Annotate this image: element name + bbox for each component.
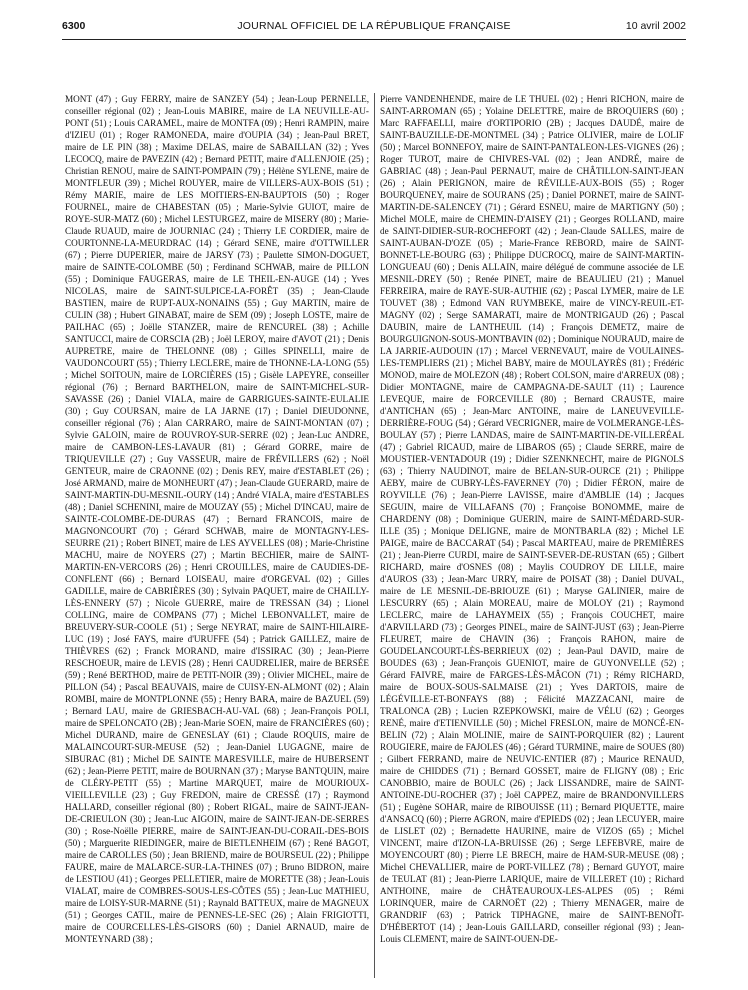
journal-title: JOURNAL OFFICIEL DE LA RÉPUBLIQUE FRANÇAISE <box>237 20 511 32</box>
column-left-text: MONT (47) ; Guy FERRY, maire de SANZEY (54) ; Jean-Loup PERNELLE, conseiller régional (02) ; Jean-Louis MABIRE, maire de LA NEUVILLE-AU-PONT (51) ; Louis CARAMEL, maire de MONTFA (09) ; Henri RAMPIN, maire d'IZIEU (01) ; Roger RAMONEDA, maire d'OUPIA (34) ; Jean-Paul BRET, maire de LE PIN (38) ; Maxime DELAS, maire de SABAILLAN (32) ; Yves LECOCQ, maire de PAVEZIN (42) ; Bernard PETIT, maire d'ALLENJOIE (25) ; Christian RENOU, maire de SAINT-POMPAIN (79) ; Hélène SYLENE, maire de MONTFLEUR (39) ; Michel ROUYER, maire de VILLERS-AUX-BOIS (51) ; Rémy MARIE, maire de LES MOITIERS-EN-BAUPTOIS (50) ; Roger FOURNEL, maire de CHABESTAN (05) ; Marie-Sylvie GUIOT, maire de ROYE-SUR-MATZ (60) ; Michel LESTURGEZ, maire de MISERY (80) ; Marie-Claude RUAUD, maire de JOURNIAC (24) ; Thierry LE CORDIER, maire de COURTONNE-LA-MEURDRAC (14) ; Gérard SENE, maire d'OTTWILLER (67) ; Pierre DUPERIER, maire de JARSY (73) ; Paulette SIMON-DOGUET, maire de SAINTE-COLOMBE (50) ; Ferdinand SCHWAB, maire de PILLON (55) ; Dominique FAUGERAS, maire de LE THEIL-EN-AUGE (14) ; Yves NICOLAS, maire de SAINT-SULPICE-LA-FORÊT (35) ; Jean-Claude BASTIEN, maire de RUPT-AUX-NONAINS (55) ; Guy MARTIN, maire de CULIN (38) ; Hubert GINABAT, maire de SEM (09) ; Joseph LOSTE, maire de PAILHAC (65) ; Joëlle STANZER, maire de RENCUREL (38) ; Achille SANTUCCI, maire de CORSCIA (2B) ; Joël LEROY, maire d'AVOT (21) ; Denis AUPRETRE, maire de THELONNE (08) ; Gilles SPINELLI, maire de VAUDONCOURT (55) ; Thierry LECLERE, maire de THONNE-LA-LONG (55) ; Michel SOITOUN, maire de LORCIÈRES (15) ; Gisèle LAPEYRE, conseiller régional (76) ; Bernard BARTHELON, maire de SAINT-MICHEL-SUR-SAVASSE (26) ; Daniel VIALA, maire de GARRIGUES-SAINTE-EULALIE (30) ; Guy COURSAN, maire de LA JARNE (17) ; Daniel DIEUDONNE, conseiller régional (76) ; Alan CARRARO, maire de SAINT-MONTAN (07) ; Sylvie GALOIN, maire de ROUVROY-SUR-SERRE (02) ; Jean-Luc ANDRE, maire de CAMBON-LES-LAVAUR (81) ; Gérard GORRE, maire de TRIQUEVILLE (27) ; Guy VASSEUR, maire de FRÉVILLERS (62) ; Noël GENTEUR, maire de CRAONNE (02) ; Denis REY, maire d'ESTABLET (26) ; José ARMAND, maire de MONHEURT (47) ; Jean-Claude GUERARD, maire de SAINT-MARTIN-DU-MESNIL-OURY (14) ; André VIALA, maire d'ESTABLES (48) ; Daniel SCHENINI, maire de MOUZAY (55) ; Michel D'INCAU, maire de SAINTE-COLOMBE-DE-DURAS (47) ; Bernard FRANCOIS, maire de MAGNONCOURT (70) ; Gérard SCHWAB, maire de MONTAGNY-LES-SEURRE (21) ; Robert BINET, maire de LES AYVELLES (08) ; Marie-Christine MACHU, maire de NOYERS (27) ; Martin BECHIER, maire de SAINT-MARTIN-EN-VERCORS (26) ; Henri CROUILLES, maire de CAUDIES-DE-CONFLENT (66) ; Bernard LOISEAU, maire d'ORGEVAL (02) ; Gilles GADILLE, maire de CABRIÈRES (30) ; Sylvain PAQUET, maire de CHAILLY-LÈS-ENNERY (57) ; Nicole GUERRE, maire de TRESSAN (34) ; Lionel COLLING, maire de COMPANS (77) ; Michel LEBONVALLET, maire de BREUVERY-SUR-COOLE (51) ; Serge NEYRAT, maire de SAINT-HILAIRE-LUC (19) ; José FAYS, maire d'URUFFE (54) ; Patrick GAILLEZ, maire de THIÈVRES (62) ; Franck MORAND, maire d'ISSIRAC (30) ; Jean-Pierre RESCHOEUR, maire de LEVIS (28) ; Henri CAUDRELIER, maire de BERSÉE (59) ; René BERTHOD, maire de PETIT-NOIR (39) ; Olivier MICHEL, maire de PILLON (54) ; Pascal BEAUVAIS, maire de CUISY-EN-ALMONT (02) ; Alain ROMBI, maire de MONTPLONNE (55) ; Henry BARA, maire de BAZUEL (59) ; Bernard LAU, maire de GRIESBACH-AU-VAL (68) ; Jean-François POLI, maire de SPELONCATO (2B) ; Jean-Marie SOEN, maire de FRANCIÈRES (60) ; Michel DURAND, maire de GENESLAY (61) ; Claude ROQUIS, maire de MALAINCOURT-SUR-MEUSE (52) ; Jean-Daniel LUGAGNE, maire de SIBURAC (81) ; Michel DE SAINTE MARESVILLE, maire de HUBERSENT (62) ; Jean-Pierre PETIT, maire de BOURNAN (37) ; Maryse BANTQUIN, maire de CLÉRY-PETIT (55) ; Martine MARQUET, maire de MOURIOUX-VIEILLEVILLE (23) ; Guy FREDON, maire de CRESSÉ (17) ; Raymond HALLARD, conseiller régional (80) ; Robert RIGAL, maire de SAINT-JEAN-DE-CRIEULON (30) ; Jean-Luc AIGOIN, maire de SAINT-JEAN-DE-SERRES (30) ; Rose-Noëlle PIERRE, maire de SAINT-JEAN-DU-CORAIL-DES-BOIS (50) ; Marguerite RIEDINGER, maire de BIETLENHEIM (67) ; René BAGOT, maire de CAROLLES (50) ; Jean BRIEND, maire de BOURSEUL (22) ; Philippe FAURE, maire de MALARCE-SUR-LA-THINES (07) ; Bruno BIDRON, maire de LESTIOU (41) ; Georges PELLETIER, maire de MORETTE (38) ; Jean-Louis VIALAT, maire de COMBRES-SOUS-LES-CÔTES (55) ; Jean-Luc MATHIEU, maire de LOISY-SUR-MARNE (51) ; Raynald BATTEUX, maire de MAGNEUX (51) ; Georges CATIL, maire de PENNES-LE-SEC (26) ; Alain FRIGIOTTI, maire de COURCELLES-LÈS-GISORS (60) ; Daniel ARNAUD, maire de MONTEYNARD (38) ; <box>65 94 369 944</box>
column-divider <box>374 93 375 978</box>
page-number: 6300 <box>62 20 86 32</box>
page-header <box>62 18 686 34</box>
header-rule <box>62 39 686 40</box>
text-column-left <box>65 93 369 981</box>
text-column-right <box>380 93 684 981</box>
publication-date: 10 avril 2002 <box>625 20 686 32</box>
column-right-text: Pierre VANDENHENDE, maire de LE THUEL (02) ; Henri RICHON, maire de SAINT-ARROMAN (65) ; Yolaine DELETTRE, maire de BROQUIERS (60) ; Marc RAFFAELLI, maire d'ORTIPORIO (2B) ; Jacques DAUDÉ, maire de SAINT-BAUZILLE-DE-MONTMEL (34) ; Patrice OLIVIER, maire de LOLIF (50) ; Marcel BONNEFOY, maire de SAINT-PANTALEON-LES-VIGNES (26) ; Roger TUROT, maire de CHIVRES-VAL (02) ; Jean ANDRÉ, maire de GABRIAC (48) ; Jean-Paul PERNAUT, maire de CHÂTILLON-SAINT-JEAN (26) ; Alain PERIGNON, maire de RÉVILLE-AUX-BOIS (55) ; Roger BOURQUENEY, maire de SOURANS (25) ; Daniel PORNET, maire de SAINT-MARTIN-DE-SALENCEY (71) ; Gérard ESNEU, maire de MARTIGNY (50) ; Michel MOLE, maire de CHEMIN-D'AISEY (21) ; Georges ROLLAND, maire de SAINT-DIDIER-SUR-ROCHEFORT (42) ; Jean-Claude SALLES, maire de SAINT-AUBAN-D'OZE (05) ; Marie-France REBORD, maire de SAINT-BONNET-LE-BOURG (63) ; Philippe DUCROCQ, maire de SAINT-MARTIN-LONGUEAU (60) ; Denis ALLAIN, maire délégué de commune associée de LE MESNIL-DREY (50) ; Renée PINET, maire de BEAULIEU (21) ; Manuel FERREIRA, maire de RAYE-SUR-AUTHIE (62) ; Pascal LYMER, maire de LE TOUVET (38) ; Edmond VAN RUYMBEKE, maire de VINCY-REUIL-ET-MAGNY (02) ; Serge SAMARATI, maire de MONTRIGAUD (26) ; Pascal DAUBIN, maire de LANTHEUIL (14) ; François DEMETZ, maire de BOURGUIGNON-SOUS-MONTBAVIN (02) ; Dominique NOURAUD, maire de LA JARRIE-AUDOUIN (17) ; Marcel VERNEVAUT, maire de VOULAINES-LES-TEMPLIERS (21) ; Michel BABY, maire de MOULAYRÈS (81) ; Frédéric MONOD, maire de MOLEZON (48) ; Robert COLSON, maire d'ARREUX (08) ; Didier MONTAGNE, maire de CAMPAGNA-DE-SAULT (11) ; Laurence LEVEQUE, maire de FORCEVILLE (80) ; Bernard CRAUSTE, maire d'ANTICHAN (65) ; Jean-Marc ANTOINE, maire de LANEUVEVILLE-DERRIÈRE-FOUG (54) ; Gérard VECRIGNER, maire de VOLMERANGE-LÈS-BOULAY (57) ; Pierre LANDAS, maire de SAINT-MARTIN-DE-VILLERÉAL (47) ; Gabriel RICAUD, maire de LIBAROS (65) ; Claude SERRE, maire de MOUSTIER-VENTADOUR (19) ; Didier SZENKNECHT, maire de PIGNOLS (63) ; Thierry NAUDINOT, maire de BELAN-SUR-OURCE (21) ; Philippe AEBY, maire de CUBRY-LÈS-FAVERNEY (70) ; Didier FÉRON, maire de ROYVILLE (76) ; Jean-Pierre LAVISSE, maire d'AMBLIE (14) ; Jacques SEGUIN, maire de VILLAFANS (70) ; Françoise BONOMME, maire de CHARDENY (08) ; Dominique GUERIN, maire de SAINT-MÉDARD-SUR-ILLE (35) ; Monique DELIGNE, maire de MONTBARLA (82) ; Michel LE PAIGE, maire de BACCARAT (54) ; Pascal MARTEAU, maire de PREMIÈRES (21) ; Jean-Pierre CURDI, maire de SAINT-SEVER-DE-RUSTAN (65) ; Gilbert RICHARD, maire d'OSNES (08) ; Maylis COUDROY DE LILLE, maire d'AUROS (33) ; Jean-Marc URRY, maire de POISAT (38) ; Daniel DUVAL, maire de LE MESNIL-DE-BRIOUZE (61) ; Maryse GALINIER, maire de LESCURRY (65) ; Alain MOREAU, maire de MOLOY (21) ; Raymond LECLERC, maire de LAHAYMEIX (55) ; François COUCHET, maire d'ARVILLARD (73) ; Georges PINEL, maire de SAINT-JUST (63) ; Jean-Pierre FLEURET, maire de CHAVIN (36) ; François RAHON, maire de GOUDELANCOURT-LÈS-BERRIEUX (02) ; Jean-Paul DAVID, maire de BOUDES (63) ; Jean-François GUENIOT, maire de GUYONVELLE (52) ; Gérard FAIVRE, maire de FARGES-LÈS-MÂCON (71) ; Rémy RICHARD, maire de BOUX-SOUS-SALMAISE (21) ; Yves DARTOIS, maire de LÉGÉVILLE-ET-BONFAYS (88) ; Félicité MAZZACANI, maire de TRALONCA (2B) ; Lucien RZEPKOWSKI, maire de VÉLU (62) ; Georges RENÉ, maire d'ETIENVILLE (50) ; Michel FRESLON, maire de MONCÉ-EN-BELIN (72) ; Alain MOLINIE, maire de SAINT-PORQUIER (82) ; Laurent ROUGIERE, maire de FAJOLES (46) ; Gérard TURMINE, maire de SOUES (80) ; Gilbert FERRAND, maire de NEUVIC-ENTIER (87) ; Maurice RENAUD, maire de CHIDDES (71) ; Bernard GOSSET, maire de FLIGNY (08) ; Eric CANOBBIO, maire de BOULC (26) ; Jack LISSANDRE, maire de SAINT-ANTOINE-DU-ROCHER (37) ; Joël CAPPEZ, maire de BRANDONVILLERS (51) ; Eugène SOHAR, maire de RIBOUISSE (11) ; Bernard PIQUETTE, maire d'ANSACQ (60) ; Pierre AGRON, maire d'EPIEDS (02) ; Jean LECUYER, maire de LISLET (02) ; Bernadette HAURINE, maire de VIZOS (65) ; Michel VINCENT, maire d'IZON-LA-BRUISSE (26) ; Serge LEFEBVRE, maire de MOYENCOURT (80) ; Pierre LE BRECH, maire de HAM-SUR-MEUSE (08) ; Michel CHEVALLIER, maire de PORT-VILLEZ (78) ; Bernard GUYOT, maire de TEULAT (81) ; Jean-Pierre LARIQUE, maire de VILLERET (10) ; Richard ANTHOINE, maire de CHÂTEAUROUX-LES-ALPES (05) ; Rémi LORINQUER, maire de CARNOËT (22) ; Thierry MENAGER, maire de GRANDRIF (63) ; Patrick TIPHAGNE, maire de SAINT-BENOÎT-D'HÉBERTOT (14) ; Jean-Louis GAILLARD, conseiller régional (93) ; Jean-Louis CLEMENT, maire de SAINT-OUEN-DE- <box>380 94 684 944</box>
